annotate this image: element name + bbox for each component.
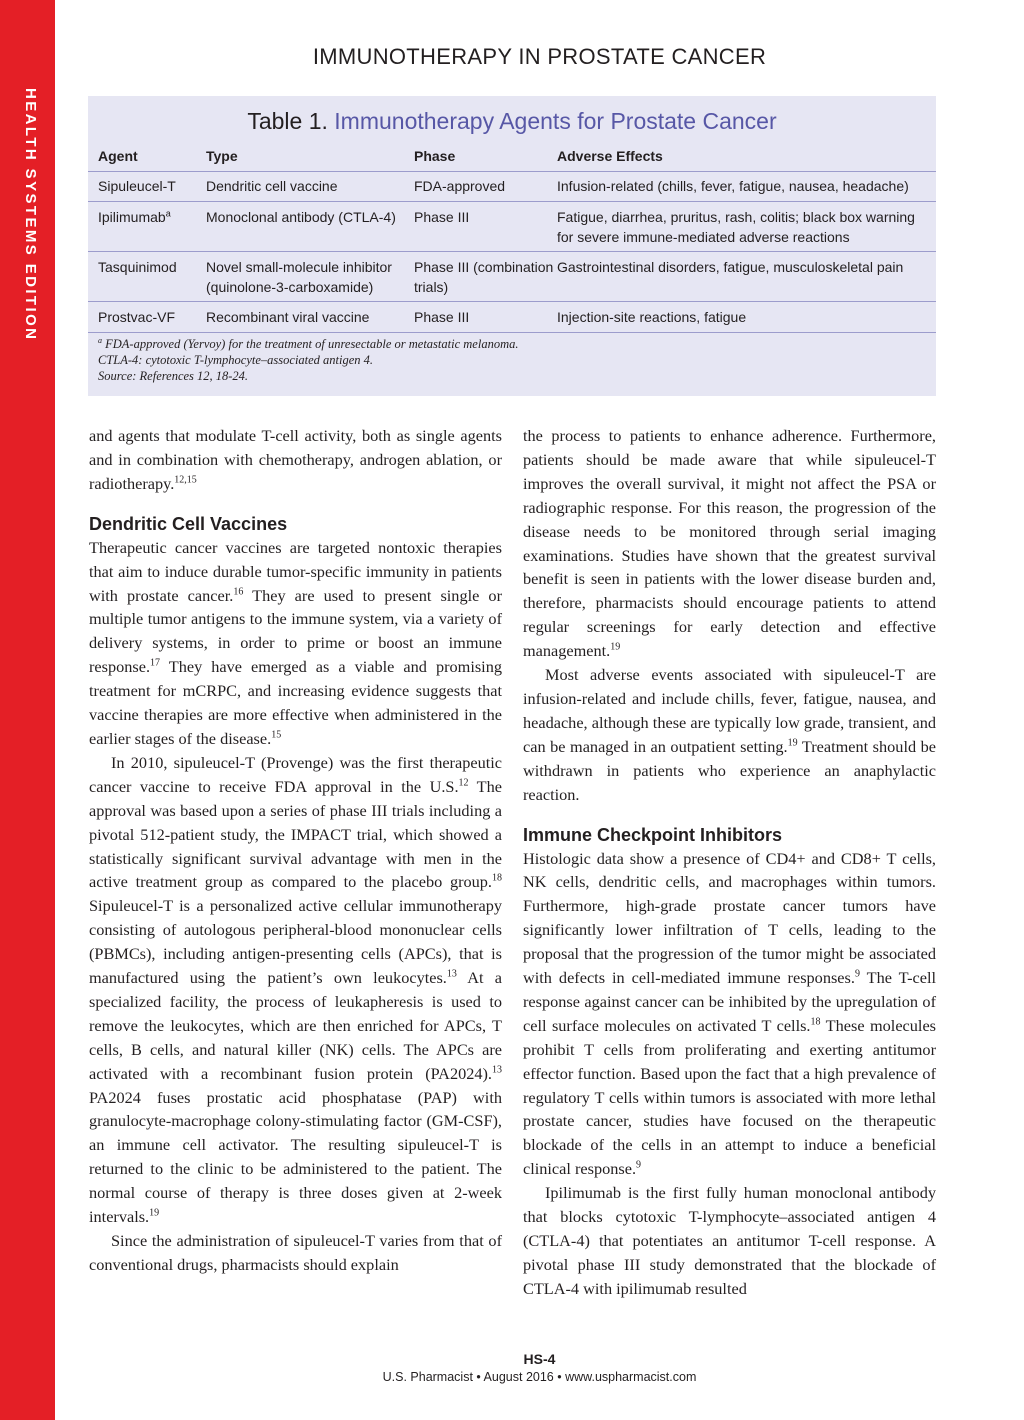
right-column: [523, 424, 936, 1301]
cell-phase: Phase III (combination trials): [414, 259, 554, 295]
cell-type: Recombinant viral vaccine: [206, 309, 370, 325]
table-number: Table 1.: [247, 108, 328, 134]
table-rule: [88, 301, 936, 302]
cell-agent: Prostvac-VF: [98, 309, 176, 325]
cell-agent: Sipuleucel-T: [98, 178, 176, 194]
cell-effects: Gastrointestinal disorders, fatigue, musculoskeletal pain: [557, 259, 904, 275]
paragraph: the process to patients to enhance adherence. Furthermore, patients should be made aware that while sipuleucel-T improves the overall survival, it might not affect the PSA or radiographic response. For this reason, the progression of the disease needs to be monitored through serial imaging examinations. Studies have shown that the greatest survival benefit is seen in patients with the lower disease burden and, therefore, pharmacists should encourage patients to attend regular screenings for early detection and effective management.$^{19}$: [523, 426, 936, 661]
cell-type: Dendritic cell vaccine: [206, 178, 338, 194]
page-number: HS-4: [523, 1351, 556, 1367]
table-header-effects: Adverse Effects: [557, 148, 663, 164]
cell-agent: Tasquinimod: [98, 259, 177, 275]
cell-phase: Phase III: [414, 309, 470, 325]
sidebar-label: HEALTH SYSTEMS EDITION: [22, 88, 39, 342]
table-rule: [88, 251, 936, 252]
sidebar-band: [0, 0, 55, 1420]
cell-type: Monoclonal antibody (CTLA-4): [206, 209, 396, 225]
paragraph: Therapeutic cancer vaccines are targeted nontoxic therapies that aim to induce durable tumor-specific immunity in patients with prostate cancer.$^{16}$ They are used to present single or multiple tumor antigens to the immune system, via a variety of delivery systems, in order to prime or boost an immune response.$^{17}$ They have emerged as a viable and promising treatment for mCRPC, and increasing evidence suggests that vaccine therapies are more effective when administered in the earlier stages of the disease.$^{15}$: [89, 537, 502, 748]
paragraph: Ipilimumab is the first fully human monoclonal antibody that blocks cytotoxic T-lymphocyte–associated antigen 4 (CTLA-4) that potentiates an antitumor T-cell response. A pivotal phase III study demonstrated that the blockade of CTLA-4 with ipilimumab resulted: [523, 1183, 936, 1298]
cell-phase: Phase III: [414, 209, 470, 225]
table-source: Source: References 12, 18-24.: [98, 369, 249, 383]
table-title: Immunotherapy Agents for Prostate Cancer: [334, 108, 777, 134]
running-title: IMMUNOTHERAPY IN PROSTATE CANCER: [312, 44, 767, 69]
cell-effects: Injection-site reactions, fatigue: [557, 309, 747, 325]
table-rule: [88, 171, 936, 172]
left-column: [89, 424, 502, 1277]
cell-effects: Fatigue, diarrhea, pruritus, rash, colitis; black box warning for severe immune-mediated adverse reactions: [557, 209, 915, 245]
table-footnote-a: $^a$ FDA-approved (Yervoy) for the treatment of unresectable or metastatic melanoma.: [98, 335, 519, 351]
table-caption: [88, 108, 936, 135]
table-rule: [88, 201, 936, 202]
paragraph: Since the administration of sipuleucel-T varies from that of conventional drugs, pharmacists should explain: [89, 1231, 502, 1274]
cell-effects: Infusion-related (chills, fever, fatigue, nausea, headache): [557, 178, 909, 194]
table-footnote-abbrev: CTLA-4: cytotoxic T-lymphocyte–associated antigen 4.: [98, 353, 374, 367]
cell-agent: Ipilimumab$^a$: [98, 208, 171, 225]
table-header-phase: Phase: [414, 148, 456, 164]
table-1: [88, 96, 936, 396]
table-notes: [98, 336, 918, 384]
table-rule: [88, 332, 936, 333]
table-header-type: Type: [206, 148, 238, 164]
publication-line: U.S. Pharmacist • August 2016 • www.uspharmacist.com: [382, 1370, 697, 1384]
paragraph: and agents that modulate T-cell activity, both as single agents and in combination with chemotherapy, androgen ablation, or radiotherapy.$^{12,15}$: [89, 426, 502, 493]
cell-type: Novel small-molecule inhibitor (quinolone-3-carboxamide): [206, 259, 392, 295]
footnote-marker: a: [165, 208, 171, 219]
table-header-agent: Agent: [98, 148, 138, 164]
section-heading-checkpoint: Immune Checkpoint Inhibitors: [523, 824, 783, 845]
paragraph: Histologic data show a presence of CD4+ and CD8+ T cells, NK cells, dendritic cells, and macrophages within tumors. Furthermore, high-grade prostate cancer tumors have significantly lower infiltration of T cells, leading to the proposal that the progression of the tumor might be associated with defects in cell-mediated immune responses.$^9$ The T-cell response against cancer can be inhibited by the upregulation of cell surface molecules on activated T cells.$^{18}$ These molecules prohibit T cells from proliferating and exerting antitumor effector function. Based upon the fact that a high prevalence of regulatory T cells within tumors is associated with more lethal prostate cancer, studies have focused on the therapeutic blockade of the cells in an attempt to induce a beneficial clinical response.$^9$: [523, 848, 937, 1179]
paragraph: In 2010, sipuleucel-T (Provenge) was the first therapeutic cancer vaccine to receive FDA approval in the U.S.$^{12}$ The approval was based upon a series of phase III trials including a pivotal 512-patient study, the IMPACT trial, which showed a statistically significant survival advantage with men in the active treatment group as compared to the placebo group.$^{18}$ Sipuleucel-T is a personalized active cellular immunotherapy consisting of autologous peripheral-blood mononuclear cells (PBMCs), including antigen-presenting cells (APCs), that is manufactured using the patient’s own leukocytes.$^{13}$ At a specialized facility, the process of leukapheresis is used to remove the leukocytes, which are then enriched for APCs, T cells, B cells, and natural killer (NK) cells. The APCs are activated with a recombinant fusion protein (PA2024).$^{13}$ PA2024 fuses prostatic acid phosphatase (PAP) with granulocyte-macrophage colony-stimulating factor (GM-CSF), an immune cell activator. The resulting sipuleucel-T is returned to the clinic to be administered to the patient. The normal course of therapy is three doses given at 2-week intervals.$^{19}$: [89, 752, 503, 1227]
paragraph: Most adverse events associated with sipuleucel-T are infusion-related and include chills, fever, fatigue, nausea, and headache, although these are typically low grade, transient, and can be managed in an outpatient setting.$^{19}$ Treatment should be withdrawn in patients who experience an anaphylactic reaction.: [523, 665, 937, 804]
cell-phase: FDA-approved: [414, 178, 506, 194]
section-heading-dendritic: Dendritic Cell Vaccines: [89, 513, 288, 534]
